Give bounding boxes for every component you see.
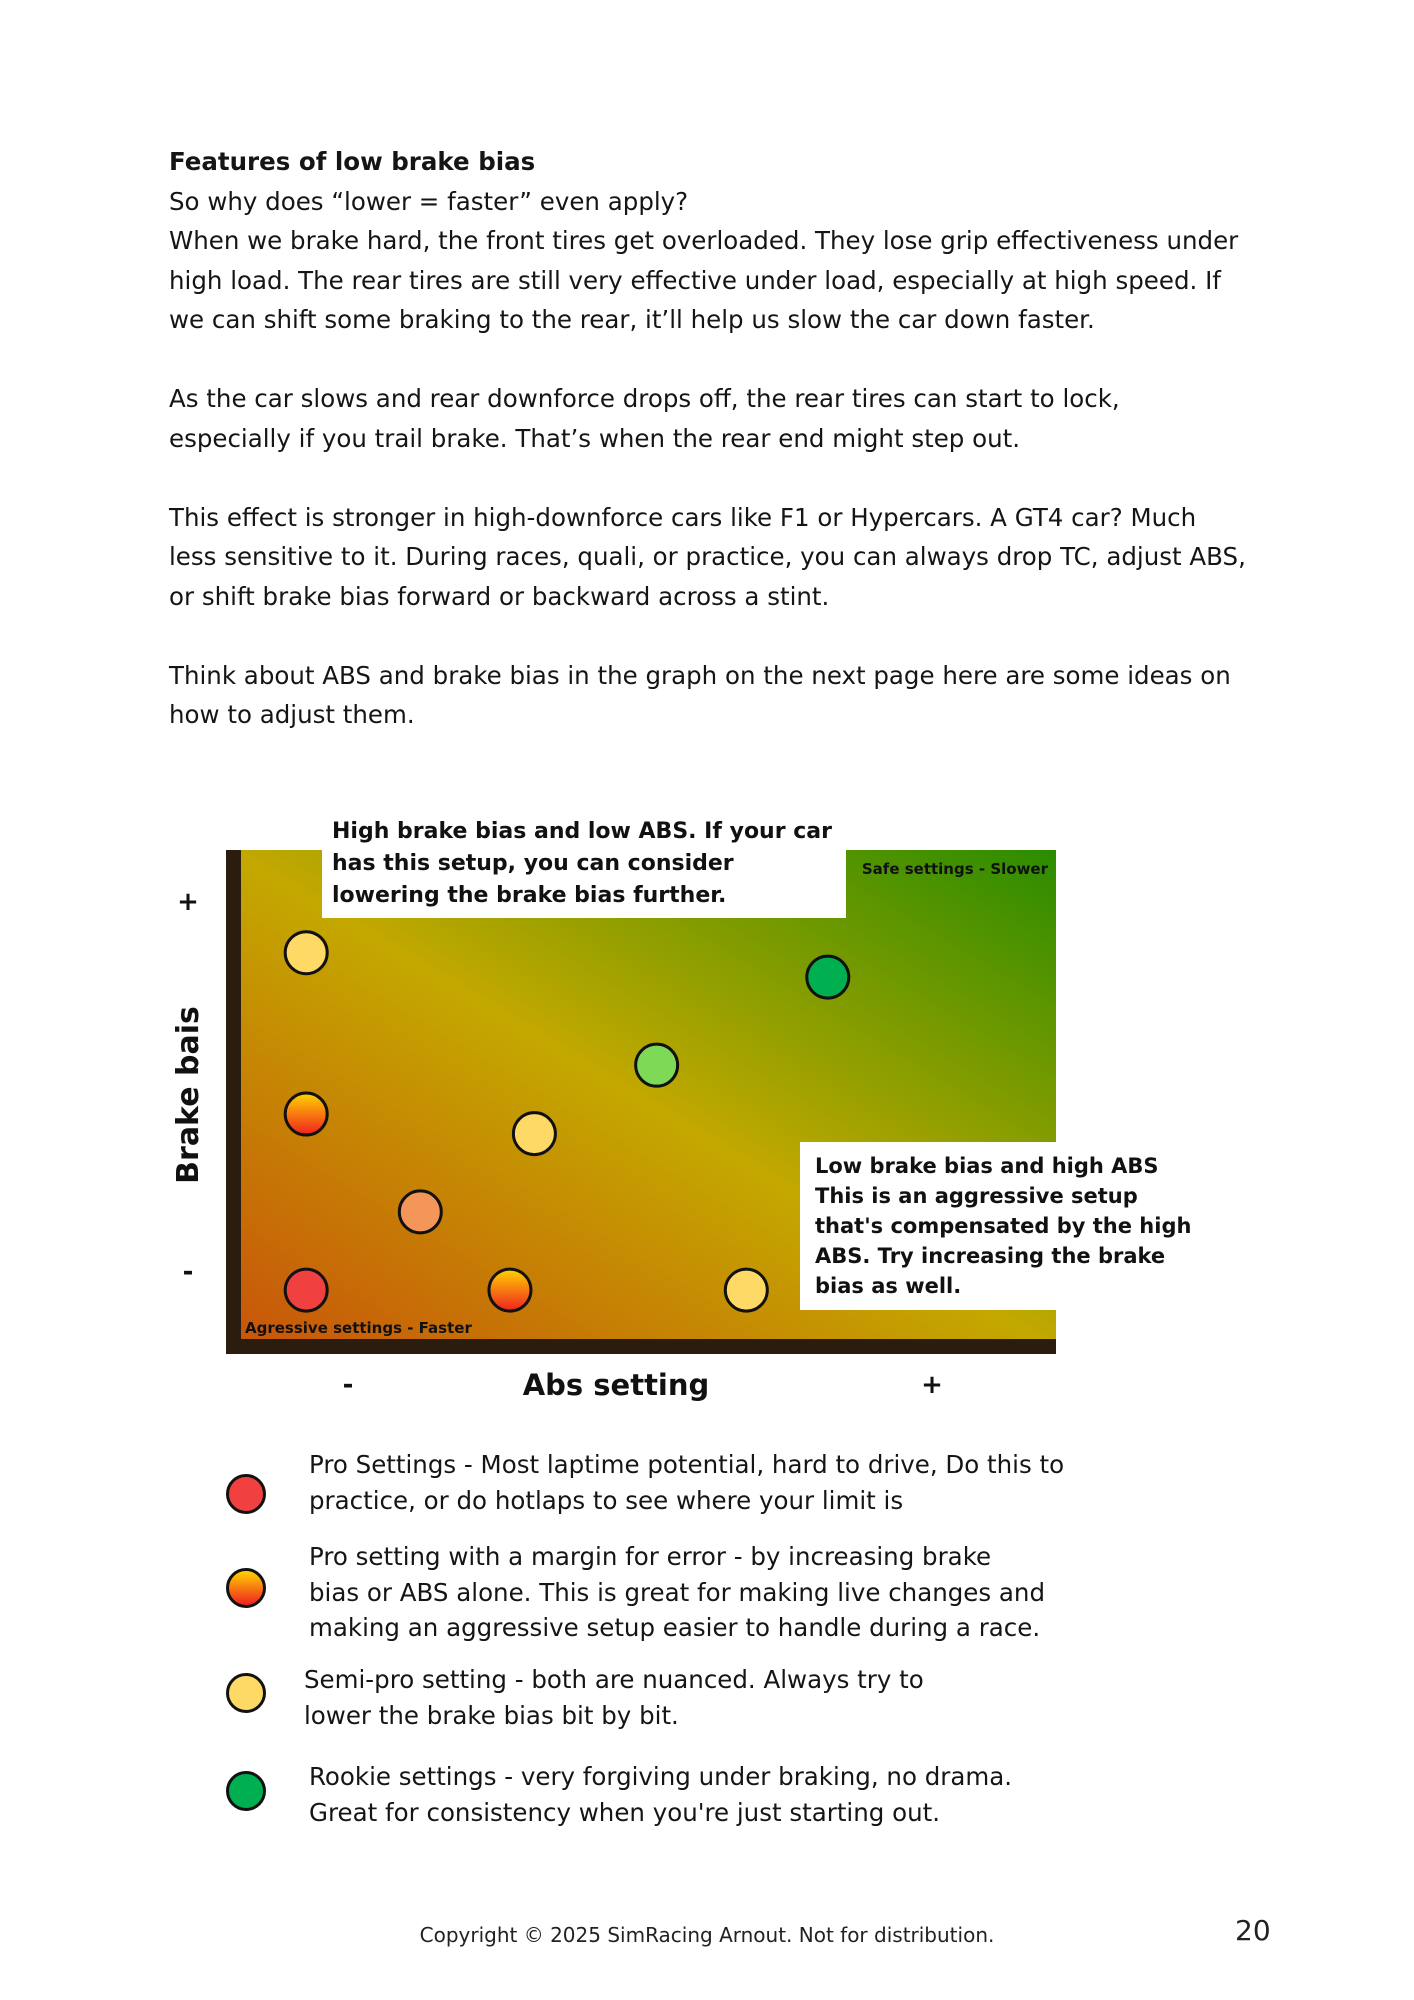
corner-label-aggressive: Agressive settings - Faster [245, 1319, 472, 1337]
legend-text-semi-pro [304, 1662, 924, 1733]
paragraph-4: Think about ABS and brake bias in the graph on the next page here are some ideas on how to adjust them. [169, 660, 1231, 729]
paragraph-3: This effect is stronger in high-downforce cars like F1 or Hypercars. A GT4 car? Much less sensitive to it. During races, quali, or practice, you can always drop TC, adjust ABS, or shift brake bias forward or backward across a stint. [169, 502, 1246, 611]
data-point-pro-2 [285, 1269, 327, 1311]
data-point-rookie-light-6 [636, 1044, 678, 1086]
intro-text [169, 142, 1249, 735]
corner-label-safe: Safe settings - Slower [861, 860, 1048, 878]
legend-dot-semi-pro [226, 1673, 266, 1713]
callout-right-line-4: ABS. Try increasing the brake [815, 1244, 1166, 1268]
legend-pro-margin-line-2: bias or ABS alone. This is great for making live changes and [309, 1577, 1046, 1607]
data-point-pro-margin-3 [399, 1191, 441, 1233]
callout-right-line-3: that's compensated by the high [815, 1214, 1192, 1238]
page-number: 20 [1235, 1914, 1271, 1947]
paragraph-1-line-1: So why does “lower = faster” even apply? [169, 186, 689, 216]
y-axis-line [226, 850, 241, 1352]
callout-right-line-2: This is an aggressive setup [815, 1184, 1138, 1208]
paragraph-1: When we brake hard, the front tires get overloaded. They lose grip effectiveness under high load. The rear tires are still very effective under load, especially at high speed. If we can shift some braking to the rear, it’ll help us slow the car down faster. [169, 226, 1239, 334]
paragraph-2: As the car slows and rear downforce drops off, the rear tires can start to lock, especially if you trail brake. That’s when the rear end might step out. [169, 384, 1120, 453]
data-point-rookie-8 [807, 956, 849, 998]
legend-pro-margin-line-3: making an aggressive setup easier to handle during a race. [309, 1613, 1041, 1642]
x-tick-minus: - [342, 1370, 354, 1400]
callout-top-line-1: High brake bias and low ABS. If your car [332, 819, 832, 844]
legend-pro-line-1: Pro Settings - Most laptime potential, hard to drive, Do this to [309, 1450, 1065, 1479]
x-tick-plus: + [921, 1370, 943, 1400]
callout-top-line-2: has this setup, you can consider [332, 851, 734, 876]
legend-text-rookie [309, 1759, 1012, 1830]
brake-bias-abs-chart [150, 800, 1250, 1420]
x-axis-label: Abs setting [522, 1368, 710, 1402]
data-point-pro-margin-1 [285, 1093, 327, 1135]
legend-text-pro-margin [309, 1539, 1045, 1646]
callout-right-line-1: Low brake bias and high ABS [815, 1154, 1159, 1178]
section-heading: Features of low brake bias [169, 147, 536, 176]
legend-rookie-line-2: Great for consistency when you're just starting out. [309, 1797, 941, 1827]
legend-dot-pro-margin [226, 1568, 266, 1608]
callout-right-line-5: bias as well. [815, 1274, 962, 1298]
data-point-semi-pro-0 [285, 932, 327, 974]
y-axis-label: Brake bais [171, 1006, 206, 1184]
legend-pro-line-2: practice, or do hotlaps to see where your limit is [309, 1485, 904, 1515]
legend-dot-pro [226, 1474, 266, 1514]
y-tick-minus: - [182, 1257, 194, 1287]
callout-top-line-3: lowering the brake bias further. [332, 883, 727, 908]
x-axis-line [226, 1339, 1056, 1354]
legend-dot-rookie [226, 1771, 266, 1811]
copyright-footer: Copyright © 2025 SimRacing Arnout. Not for distribution. [419, 1923, 995, 1947]
legend-rookie-line-1: Rookie settings - very forgiving under braking, no drama. [309, 1762, 1013, 1791]
y-tick-plus: + [177, 887, 199, 917]
data-point-semi-pro-7 [725, 1269, 767, 1311]
legend-pro-margin-line-1: Pro setting with a margin for error - by increasing brake [309, 1542, 992, 1571]
data-point-semi-pro-4 [513, 1113, 555, 1155]
legend-text-pro [309, 1447, 1064, 1518]
data-point-pro-margin-5 [489, 1269, 531, 1311]
legend-semi-pro-line-1: Semi-pro setting - both are nuanced. Always try to [304, 1665, 924, 1694]
legend-semi-pro-line-2: lower the brake bias bit by bit. [304, 1700, 679, 1730]
